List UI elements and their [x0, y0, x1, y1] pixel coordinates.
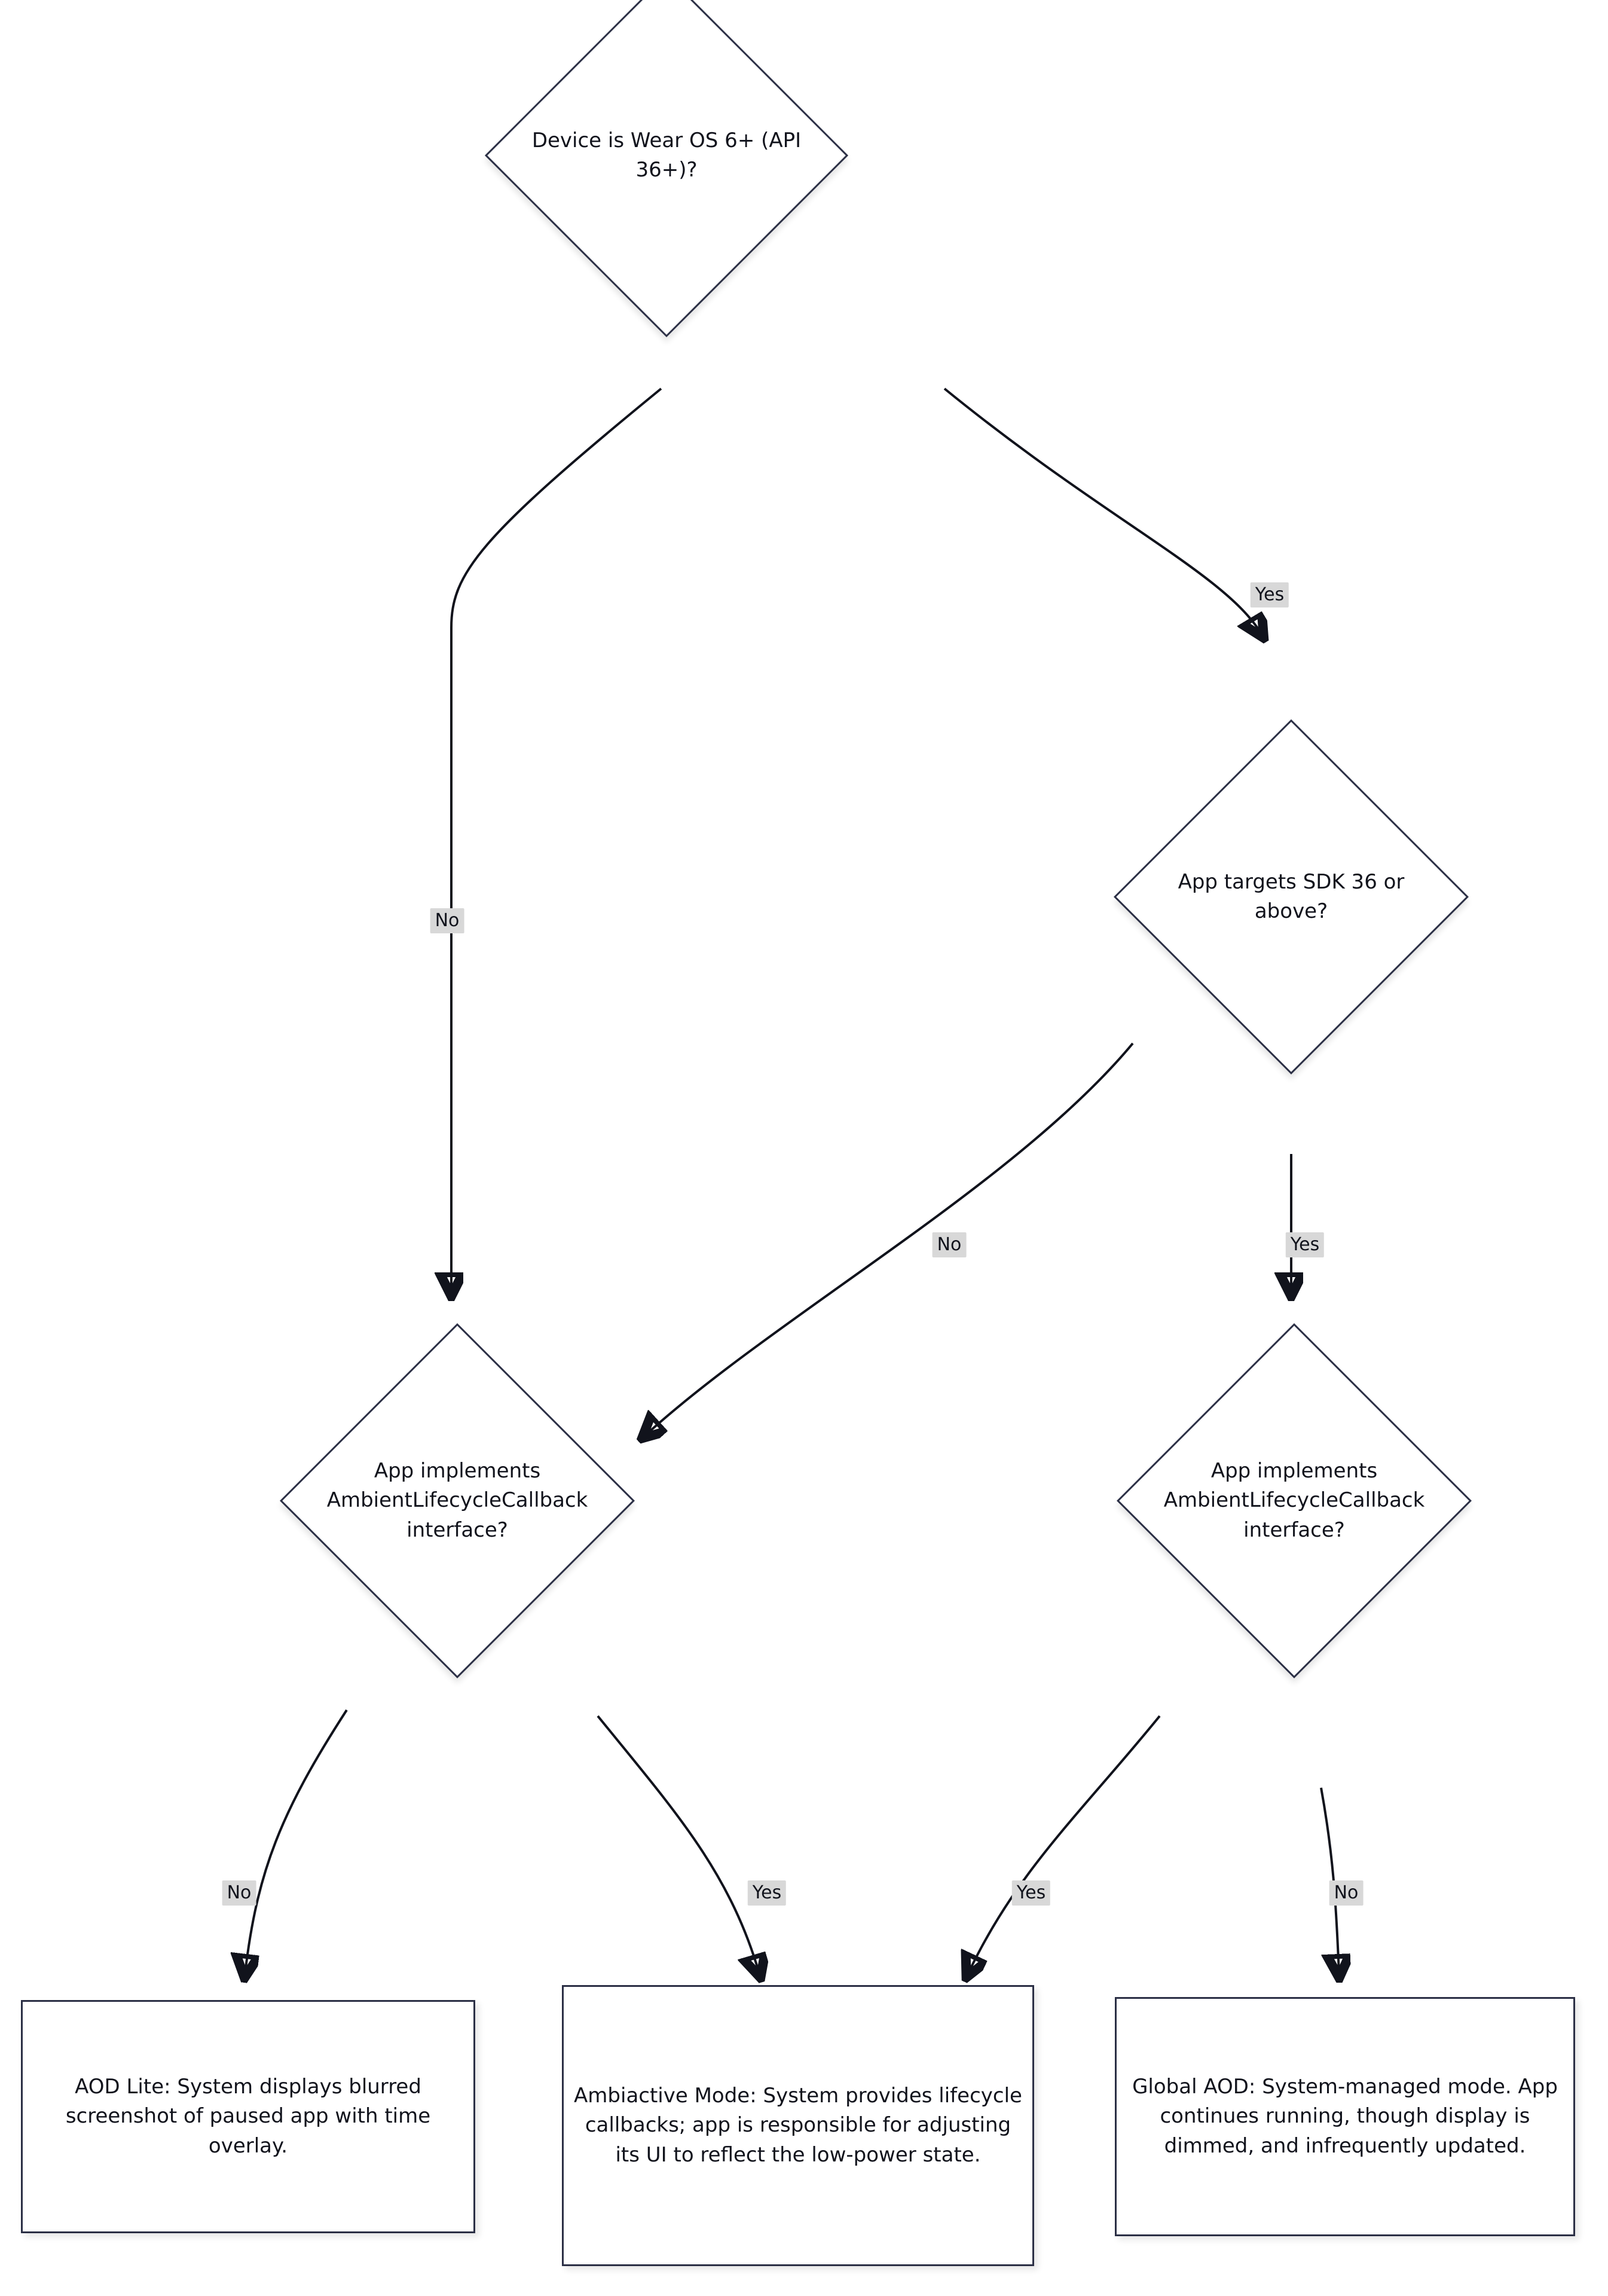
edge-label-n4-n6: Yes	[1012, 1880, 1050, 1906]
process-node-ambiactive-mode[interactable]: Ambiactive Mode: System provides lifecycle callbacks; app is responsible for adjusting its UI to reflect the low-power state.	[562, 1985, 1034, 2266]
edge-n2-n3	[646, 1043, 1133, 1435]
decision-node-app-targets-sdk-label: App targets SDK 36 or above?	[1178, 869, 1405, 923]
decision-node-app-targets-sdk[interactable]	[1114, 719, 1469, 1074]
edge-n1-n2	[944, 389, 1261, 634]
edge-label-n1-n3: No	[430, 908, 464, 933]
decision-node-implements-callback-right-label: App implements AmbientLifecycleCallback interface?	[1163, 1459, 1425, 1542]
decision-node-device-wear-os[interactable]	[485, 0, 848, 337]
edge-label-n3-n5: No	[222, 1880, 256, 1906]
decision-node-device-wear-os-label: Device is Wear OS 6+ (API 36+)?	[531, 128, 802, 182]
edge-n4-n6	[968, 1716, 1160, 1973]
process-node-global-aod[interactable]: Global AOD: System-managed mode. App continues running, though display is dimmed, and infrequently updated.	[1115, 1997, 1575, 2236]
edge-label-n2-n3: No	[933, 1232, 967, 1257]
edge-n3-n6	[598, 1716, 759, 1973]
edge-label-n1-n2: Yes	[1251, 582, 1289, 607]
process-node-aod-lite[interactable]: AOD Lite: System displays blurred screenshot of paused app with time overlay.	[21, 2000, 475, 2233]
edge-label-n3-n6: Yes	[748, 1880, 786, 1906]
decision-node-implements-callback-right[interactable]	[1117, 1323, 1472, 1678]
edge-n3-n5	[245, 1710, 347, 1973]
edge-label-n2-n4: Yes	[1286, 1232, 1324, 1257]
decision-node-implements-callback-left-label: App implements AmbientLifecycleCallback interface?	[326, 1459, 588, 1542]
edge-n1-n3	[451, 389, 661, 1292]
decision-node-implements-callback-left[interactable]	[280, 1323, 635, 1678]
edge-label-n4-n7: No	[1329, 1880, 1364, 1906]
